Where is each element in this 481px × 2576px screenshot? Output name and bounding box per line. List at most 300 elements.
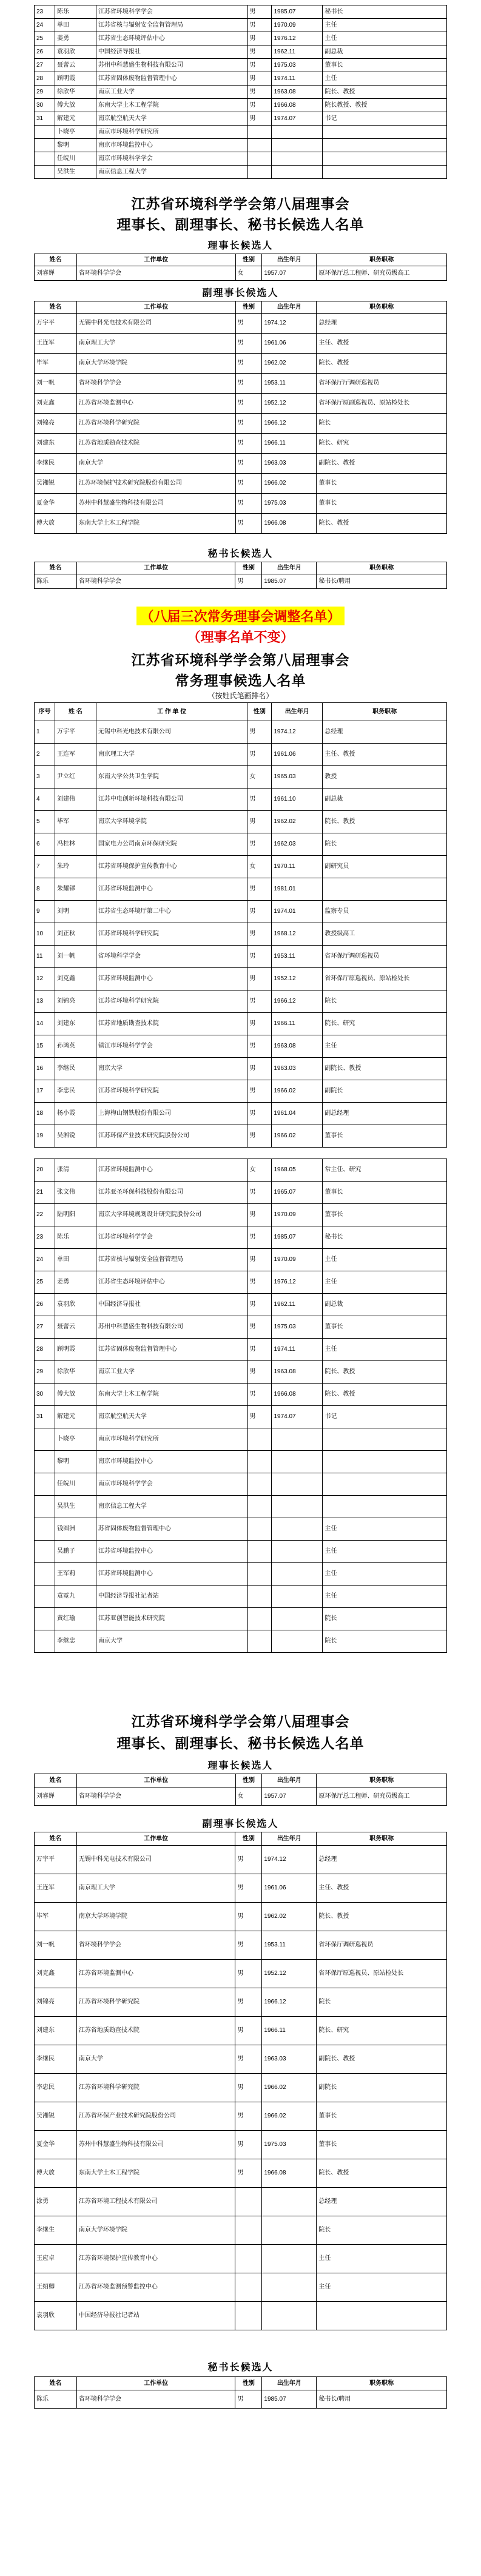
table-cell [272,1608,323,1630]
table-cell: 南京大学环境学院 [96,811,247,833]
table-cell: 解建元 [55,1406,96,1428]
table-cell: 朱玲 [55,856,96,878]
table-cell: 苏州中科慧盛生物科技有限公司 [96,1316,247,1339]
table-cell: 1970.11 [272,856,323,878]
table-cell: 男 [235,2390,262,2409]
table-row [35,789,447,811]
table-header-row [35,1774,447,1787]
table-cell: 尹立红 [55,766,96,789]
sec1-vice-label: 副理事长候选人 [202,288,279,298]
table-cell: 男 [247,1226,272,1249]
table-row [35,1035,447,1058]
table-cell: 董事长 [323,1204,447,1226]
table-cell: 袁羽欣 [35,2302,77,2330]
table-cell: 李忠民 [55,1080,96,1103]
table-cell: 1970.09 [272,1204,323,1226]
sec2-note: （按姓氏笔画排名） [207,691,274,700]
table-cell: 男 [235,454,262,474]
table-cell: 刘一帆 [35,1931,77,1960]
column-header: 职务职称 [317,562,447,574]
table-cell: 1963.03 [262,454,317,474]
table-cell: 24 [35,19,55,32]
table-cell [35,1586,55,1608]
table-cell: 男 [235,1846,262,1874]
table-cell: 男 [247,1013,272,1035]
table-cell: 万宇平 [35,314,77,334]
table-cell: 万宇平 [55,721,96,744]
table-cell: 29 [35,86,55,99]
table-cell: 江苏省环境工程技术有限公司 [76,2188,235,2216]
table-cell: 1961.06 [262,1874,317,1903]
table-cell: 男 [235,1988,262,2017]
table-cell: 1966.11 [262,2017,317,2045]
table-cell: 孙鸿英 [55,1035,96,1058]
table-cell: 毕军 [55,811,96,833]
table-cell: 原环保厅总工程师、研究员级高工 [317,266,447,281]
column-header: 姓名 [35,562,77,574]
column-header: 工作单位 [76,1774,235,1787]
table-cell: 6 [35,833,55,856]
table-cell: 中国经济导报社 [96,45,247,59]
table-row [35,1159,447,1182]
table-cell: 南京航空航天大学 [96,1406,247,1428]
table-cell [272,1451,323,1473]
table-cell [247,1563,272,1586]
table-cell: 江苏省环境监测中心 [96,878,247,901]
table-cell: 聂蕾云 [55,1316,96,1339]
table-cell: 男 [247,72,272,86]
column-header: 性别 [235,2377,262,2390]
table-cell: 吴湘锐 [35,474,77,494]
table-cell: 刘锦亮 [35,1988,77,2017]
table-cell: 1975.03 [262,494,317,514]
table-row [35,1428,447,1451]
table-cell: 1966.02 [272,1125,323,1148]
table-cell [272,126,323,139]
sec3-vice-label: 副理事长候选人 [202,1819,279,1829]
table-cell: 男 [247,5,272,19]
table-cell: 涂勇 [35,2188,77,2216]
table-cell: 卜晓亭 [55,126,96,139]
table-cell: 10 [35,923,55,946]
table-cell: 1974.01 [272,901,323,923]
table-cell: 院长、教授 [317,354,447,374]
table-cell: 男 [247,1271,272,1294]
table-cell [323,1451,447,1473]
column-header: 出生年月 [262,301,317,314]
table-cell: 苏州中科慧盛生物科技有限公司 [76,2131,235,2159]
table-cell: 男 [235,474,262,494]
table-cell: 省环保厅原巡视员、原站检处长 [317,1960,447,1988]
table-row [35,32,447,45]
table-cell: 秘书长 [323,1226,447,1249]
table-cell: 王连军 [35,334,77,354]
table-row [35,856,447,878]
table-row [35,968,447,990]
table-cell: 1968.05 [272,1159,323,1182]
table-cell: 男 [235,334,262,354]
table-row [35,2074,447,2102]
table-cell: 主任 [323,72,447,86]
table-cell: 1953.11 [262,1931,317,1960]
table-cell: 1966.08 [272,1384,323,1406]
table-cell [272,1586,323,1608]
table-cell: 女 [247,1159,272,1182]
table-cell: 南京理工大学 [76,334,235,354]
table-cell: 25 [35,32,55,45]
table-cell: 1966.12 [262,1988,317,2017]
table-cell: 总经理 [317,1846,447,1874]
table-row [35,72,447,86]
table-row [35,1271,447,1294]
column-header: 出生年月 [262,562,317,574]
table-header-row [35,2377,447,2390]
table-cell [272,1428,323,1451]
table-cell: 袁羽欣 [55,1294,96,1316]
table-cell: 副总经理 [323,1103,447,1125]
table-cell: 1961.06 [262,334,317,354]
table-cell: 男 [247,833,272,856]
table-cell: 刘正秋 [55,923,96,946]
table-cell: 1963.03 [272,1058,323,1080]
table-cell: 1974.12 [272,721,323,744]
column-header: 职务职称 [317,2377,447,2390]
table-cell: 29 [35,1361,55,1384]
table-row [35,878,447,901]
table-cell: 陆明阳 [55,1204,96,1226]
column-header: 性别 [235,1774,262,1787]
table-cell: 1981.01 [272,878,323,901]
table-row [35,1874,447,1903]
table-cell: 1975.03 [272,59,323,72]
table-cell [272,1496,323,1518]
table-cell: 书记 [323,1406,447,1428]
table-cell: 1961.10 [272,789,323,811]
table-cell [247,1473,272,1496]
table-cell: 院长、教授 [323,86,447,99]
table-cell: 省环境科学学会 [96,946,247,968]
table-cell: 院长、教授 [317,514,447,534]
table-row [35,59,447,72]
table-cell: 院长 [317,2216,447,2245]
table-row [35,1058,447,1080]
table-cell: 吴洪生 [55,1496,96,1518]
table-cell: 男 [235,1960,262,1988]
sec3-secretary-table [34,2376,447,2409]
table-cell: 南京大学环境学院 [76,354,235,374]
table-cell: 江苏中电创新环境科技有限公司 [96,789,247,811]
table-cell: 14 [35,1013,55,1035]
table-cell: 王绍卿 [35,2273,77,2302]
table-cell: 省环境科学学会 [76,266,235,281]
table-cell [247,1518,272,1541]
column-header: 出生年月 [262,1774,317,1787]
table-cell: 主任 [317,2273,447,2302]
table-cell: 1966.08 [262,514,317,534]
table-cell: 24 [35,1249,55,1271]
table-cell: 主任、教授 [317,1874,447,1903]
table-cell: 1975.03 [262,2131,317,2159]
table-cell [35,139,55,152]
table-cell: 男 [247,1316,272,1339]
table-cell: 副研究员 [323,856,447,878]
table-cell: 傅大放 [35,514,77,534]
table-row [35,99,447,112]
table-row [35,394,447,414]
table-cell [235,2245,262,2273]
table-cell: 男 [247,1103,272,1125]
table-row [35,166,447,179]
table-row [35,5,447,19]
table-row [35,1451,447,1473]
column-header: 姓名 [35,301,77,314]
table-cell: 江苏省环境科学研究院 [96,923,247,946]
table-cell: 江苏省环境科学研究院 [76,2074,235,2102]
table-cell: 江苏省环境科学研究院 [76,414,235,434]
table-cell: 董事长 [323,1182,447,1204]
table-cell: 省环保厅厅调研巡视员 [317,374,447,394]
table-cell: 江苏亚创智能技术研究院 [96,1608,247,1630]
table-header-row [35,1832,447,1846]
table-row [35,86,447,99]
table-cell: 董事长 [323,59,447,72]
table-cell: 主任 [323,19,447,32]
table-cell: 1963.08 [272,86,323,99]
table-cell: 5 [35,811,55,833]
table-cell: 1965.07 [272,1182,323,1204]
table-cell: 女 [235,1787,262,1806]
red-adjust-line1: （八届三次常务理事会调整名单） [136,607,344,625]
table-cell: 男 [235,1931,262,1960]
table-cell: 南京理工大学 [96,744,247,766]
table-cell: 东南大学土木工程学院 [76,2159,235,2188]
column-header: 职务职称 [317,301,447,314]
table-cell: 省环境科学学会 [76,1787,235,1806]
table-cell: 苏州中科慧盛生物科技有限公司 [76,494,235,514]
column-header: 性别 [235,1832,262,1846]
table-cell: 主任、教授 [323,744,447,766]
table-cell: 黄红瑜 [55,1608,96,1630]
table-cell: 1963.03 [262,2045,317,2074]
table-cell: 男 [247,45,272,59]
table-cell: 南京市环境监控中心 [96,1451,247,1473]
table-header-row [35,562,447,574]
table-cell: 无锡中科光电技术有限公司 [76,314,235,334]
table-cell: 傅大放 [55,1384,96,1406]
table-cell: 7 [35,856,55,878]
table-cell: 院长 [317,414,447,434]
table-cell: 江苏省地质勘查技术院 [76,434,235,454]
table-cell: 万宇平 [35,1846,77,1874]
table-cell [323,1473,447,1496]
table-cell: 1962.11 [272,1294,323,1316]
table-row [35,1226,447,1249]
table-cell: 黎明 [55,139,96,152]
table-cell: 院长教授、教授 [323,99,447,112]
table-cell: 南京工业大学 [96,86,247,99]
table-cell: 刘一帆 [55,946,96,968]
red-unchanged-note: （理事名单不变） [187,630,294,645]
column-header: 职务职称 [323,703,447,721]
table-cell: 院长、教授 [323,1384,447,1406]
table-cell: 刘建东 [35,434,77,454]
table-cell [323,1496,447,1518]
table-cell: 主任 [323,1249,447,1271]
table-cell: 镇江市环境科学学会 [96,1035,247,1058]
sec2-title: 江苏省环境科学学会第八届理事会 [131,653,350,668]
sec2-table-part1 [34,702,447,1148]
table-cell: 男 [247,789,272,811]
table-cell: 男 [235,2159,262,2188]
table-cell: 副总裁 [323,45,447,59]
table-cell: 江苏省核与辐射安全监督管理局 [96,19,247,32]
table-cell: 刘克鑫 [55,968,96,990]
table-cell: 王应卓 [35,2245,77,2273]
table-cell: 1966.08 [262,2159,317,2188]
table-cell: 黎明 [55,1451,96,1473]
table-cell: 南京大学环境规划设计研究院股份公司 [96,1204,247,1226]
table-row [35,1294,447,1316]
table-cell: 单田 [55,19,96,32]
table-cell [272,166,323,179]
table-cell [35,126,55,139]
table-cell [272,1630,323,1653]
sec3-chair-label: 理事长候选人 [207,1761,274,1771]
table-cell: 南京市环境科学研究所 [96,126,247,139]
table-row [35,1988,447,2017]
table-cell: 姜勇 [55,1271,96,1294]
table-cell: 男 [247,1406,272,1428]
table-cell: 男 [247,1125,272,1148]
table-cell: 男 [247,19,272,32]
table-row [35,1125,447,1148]
table-cell [323,166,447,179]
continuation-table [34,5,447,179]
table-cell: 23 [35,5,55,19]
table-cell [272,1563,323,1586]
table-cell: 顾明霞 [55,72,96,86]
table-cell: 苏州中科慧盛生物科技有限公司 [96,59,247,72]
table-cell: 徐欣华 [55,86,96,99]
table-cell: 1962.03 [272,833,323,856]
table-cell: 18 [35,1103,55,1125]
table-cell: 南京大学环境学院 [76,2216,235,2245]
table-cell: 中国经济导报社记者站 [76,2302,235,2330]
table-cell: 袁霓九 [55,1586,96,1608]
table-cell [323,878,447,901]
sec3-subtitle: 理事长、副理事长、秘书长候选人名单 [116,1736,365,1751]
table-row [35,1787,447,1806]
table-cell: 1985.07 [262,2390,317,2409]
table-cell: 31 [35,112,55,126]
table-cell: 男 [235,2045,262,2074]
table-row [35,139,447,152]
table-cell: 中国经济导报社记者站 [96,1586,247,1608]
column-header: 姓名 [35,1774,77,1787]
table-cell: 31 [35,1406,55,1428]
table-cell: 江苏省环保产业技术研究院股份公司 [76,2102,235,2131]
table-cell [262,2273,317,2302]
column-header: 工作单位 [76,2377,235,2390]
table-row [35,1080,447,1103]
table-row [35,744,447,766]
table-cell: 江苏省环境监测中心 [76,1960,235,1988]
table-cell [35,1563,55,1586]
table-cell: 男 [247,86,272,99]
table-cell: 江苏省环境监测预警监控中心 [76,2273,235,2302]
table-row [35,2216,447,2245]
table-cell: 王连军 [55,744,96,766]
table-cell: 主任 [323,1586,447,1608]
table-cell [247,139,272,152]
table-cell: 上海梅山钢铁股份有限公司 [96,1103,247,1125]
table-cell: 主任 [323,1271,447,1294]
table-cell: 总经理 [323,721,447,744]
table-cell: 江苏省环境科学学会 [96,1226,247,1249]
table-cell: 28 [35,1339,55,1361]
table-cell: 男 [235,2074,262,2102]
table-cell: 男 [235,574,262,589]
table-cell [247,126,272,139]
red-adjust-note [0,607,481,625]
table-cell: 男 [247,1204,272,1226]
sec1-chair-label: 理事长候选人 [207,241,274,251]
table-cell: 1974.12 [262,1846,317,1874]
table-cell: 张清 [55,1159,96,1182]
table-cell: 1962.02 [262,1903,317,1931]
table-cell: 1974.07 [272,1406,323,1428]
table-cell: 江苏省环境科学研究院 [76,1988,235,2017]
table-row [35,1630,447,1653]
table-row [35,374,447,394]
table-cell [247,1451,272,1473]
table-cell: 1953.11 [272,946,323,968]
table-cell: 江苏省环境科学学会 [96,5,247,19]
table-cell: 男 [247,721,272,744]
table-cell [247,1586,272,1608]
table-cell: 李继民 [35,2045,77,2074]
column-header: 性别 [247,703,272,721]
table-cell: 12 [35,968,55,990]
table-row [35,152,447,166]
table-cell: 1966.02 [262,474,317,494]
table-cell: 解建元 [55,112,96,126]
table-cell: 男 [247,59,272,72]
table-cell: 江苏省生态环境厅第二中心 [96,901,247,923]
table-cell: 男 [247,968,272,990]
table-row [35,494,447,514]
table-cell: 男 [235,374,262,394]
table-cell: 单田 [55,1249,96,1271]
table-cell: 夏金华 [35,494,77,514]
table-cell: 30 [35,1384,55,1406]
table-row [35,1384,447,1406]
table-row [35,112,447,126]
column-header: 职务职称 [317,1832,447,1846]
table-cell: 1963.08 [272,1035,323,1058]
table-cell: 男 [235,1903,262,1931]
table-cell: 男 [235,354,262,374]
table-cell: 1966.11 [272,1013,323,1035]
table-cell: 吴洪生 [55,166,96,179]
column-header: 工作单位 [76,562,235,574]
table-cell [272,1518,323,1541]
table-cell: 王军莉 [55,1563,96,1586]
table-cell: 院长、研究 [317,2017,447,2045]
table-cell: 省环境科学学会 [76,1931,235,1960]
table-cell: 1953.11 [262,374,317,394]
sec1-chair-table [34,254,447,281]
